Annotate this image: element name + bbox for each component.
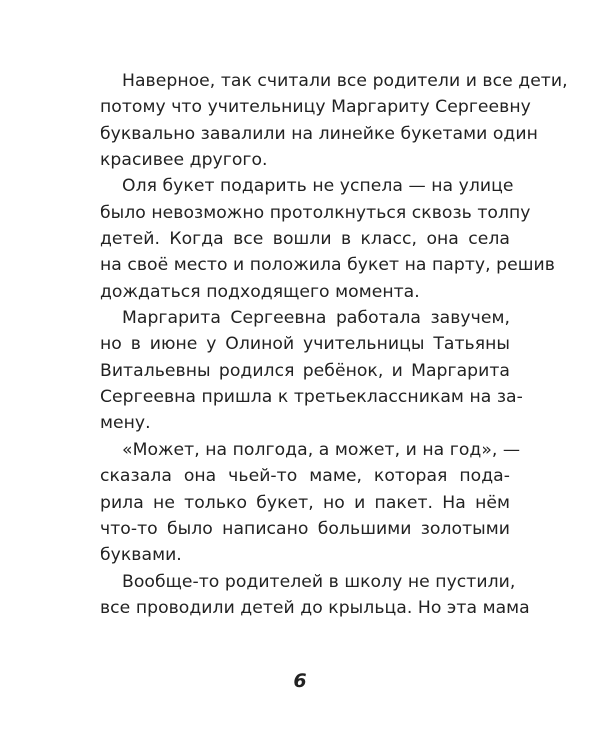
text-line: потому что учительницу Маргариту Сергеевну <box>100 97 531 118</box>
text-line: Наверное, так считали все родители и все дети, <box>122 71 568 91</box>
paragraph-2 <box>100 173 555 305</box>
body-text <box>100 68 568 621</box>
text-line: но в июне у Олиной учительницы Татьяны <box>100 334 510 355</box>
text-line: Сергеевна пришла к третьеклассникам на за- <box>100 387 523 408</box>
text-line: все проводили детей до крыльца. Но эта мама <box>100 597 530 618</box>
text-line: было невозможно протолкнуться сквозь толпу <box>100 202 531 223</box>
paragraph-1 <box>100 68 568 173</box>
text-line: рила не только букет, но и пакет. На нём <box>100 492 510 513</box>
text-line: мену. <box>100 413 151 434</box>
paragraph-4 <box>100 437 521 569</box>
text-line: детей. Когда все вошли в класс, она села <box>100 229 510 250</box>
text-line: «Может, на полгода, а может, и на год», — <box>122 439 521 460</box>
page-number: 6 <box>293 670 307 692</box>
text-line: буквами. <box>100 545 182 566</box>
text-line: Витальевны родился ребёнок, и Маргарита <box>100 360 510 381</box>
text-line: сказала она чьей-то маме, которая пода- <box>100 466 510 487</box>
text-line: на своё место и положила букет на парту, решив <box>100 255 555 276</box>
text-line: Оля букет подарить не успела — на улице <box>122 176 514 197</box>
text-line: Вообще-то родителей в школу не пустили, <box>122 571 516 592</box>
paragraph-5 <box>100 569 530 622</box>
text-line: дождаться подходящего момента. <box>100 281 420 302</box>
paragraph-3 <box>100 305 523 437</box>
text-line: буквально завалили на линейке букетами один <box>100 123 538 144</box>
text-line: Маргарита Сергеевна работала завучем, <box>122 308 510 329</box>
text-line: что-то было написано большими золотыми <box>100 518 510 539</box>
text-line: красивее другого. <box>100 150 268 171</box>
